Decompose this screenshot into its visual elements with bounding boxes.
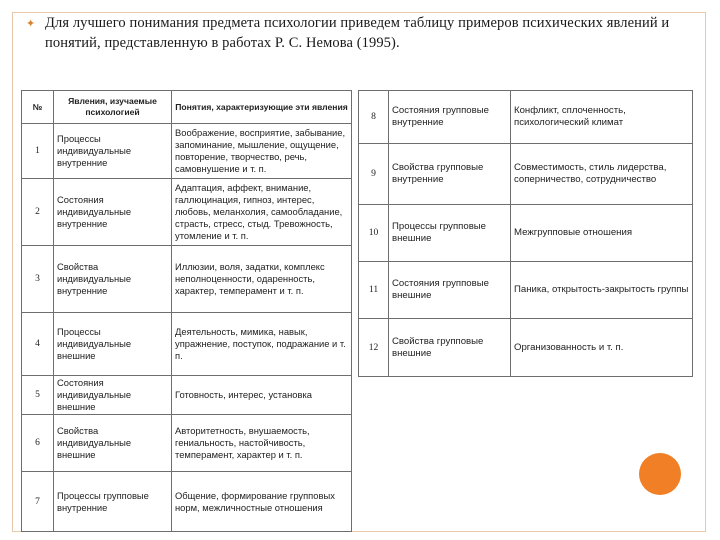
table-row <box>22 124 352 179</box>
header-concepts: Понятия, характеризующие эти явления <box>172 91 352 124</box>
row-concepts: Деятельность, мимика, навык, упражнение, поступок, подражание и т. п. <box>172 313 352 376</box>
row-concepts: Иллюзии, воля, задатки, комплекс неполноценности, одаренность, характер, темперамент и т. п. <box>172 246 352 313</box>
table-row <box>359 319 693 377</box>
row-number: 12 <box>359 319 389 377</box>
row-number: 6 <box>22 415 54 472</box>
table-row <box>22 246 352 313</box>
row-number: 2 <box>22 179 54 246</box>
row-phenomenon: Свойства индивидуальные внешние <box>54 415 172 472</box>
right-table <box>358 90 693 377</box>
header-phenomenon: Явления, изучаемые психологией <box>54 91 172 124</box>
intro-paragraph: Для лучшего понимания предмета психологии приведем таблицу примеров психических явлений и понятий, представленную в работах Р. С. Немова (1995). <box>45 15 670 51</box>
row-number: 1 <box>22 124 54 179</box>
row-phenomenon: Процессы индивидуальные внешние <box>54 313 172 376</box>
decorative-circle <box>639 453 681 495</box>
row-phenomenon: Состояния групповые внутренние <box>389 91 511 144</box>
header-number: № <box>22 91 54 124</box>
row-concepts: Авторитетность, внушаемость, гениальность, настойчивость, темперамент, характер и т. п. <box>172 415 352 472</box>
row-number: 8 <box>359 91 389 144</box>
row-number: 9 <box>359 144 389 205</box>
row-number: 7 <box>22 472 54 532</box>
row-concepts: Совместимость, стиль лидерства, соперничество, сотрудничество <box>511 144 693 205</box>
row-phenomenon: Свойства индивидуальные внутренние <box>54 246 172 313</box>
row-phenomenon: Состояния групповые внешние <box>389 262 511 319</box>
row-phenomenon: Состояния индивидуальные внутренние <box>54 179 172 246</box>
row-concepts: Конфликт, сплоченность, психологический климат <box>511 91 693 144</box>
row-concepts: Воображение, восприятие, забывание, запоминание, мышление, ощущение, повторение, творчество, речь, самовнушение и т. п. <box>172 124 352 179</box>
row-number: 5 <box>22 376 54 415</box>
row-phenomenon: Состояния индивидуальные внешние <box>54 376 172 415</box>
table-row <box>22 376 352 415</box>
row-number: 10 <box>359 205 389 262</box>
row-number: 3 <box>22 246 54 313</box>
row-concepts: Паника, открытость-закрытость группы <box>511 262 693 319</box>
row-phenomenon: Свойства групповые внутренние <box>389 144 511 205</box>
table-row <box>22 415 352 472</box>
table-row <box>22 313 352 376</box>
row-concepts: Общение, формирование групповых норм, межличностные отношения <box>172 472 352 532</box>
row-number: 4 <box>22 313 54 376</box>
row-concepts: Готовность, интерес, установка <box>172 376 352 415</box>
row-concepts: Адаптация, аффект, внимание, галлюцинация, гипноз, интерес, любовь, меланхолия, самообладание, страсть, стресс, стыд. Тревожность, утомление и т. п. <box>172 179 352 246</box>
table-row <box>22 472 352 532</box>
left-table <box>21 90 352 532</box>
table-row <box>359 91 693 144</box>
bullet-icon: ✦ <box>26 17 36 30</box>
row-concepts: Организованность и т. п. <box>511 319 693 377</box>
header-row <box>22 91 352 124</box>
row-phenomenon: Процессы групповые внешние <box>389 205 511 262</box>
table-row <box>359 144 693 205</box>
row-number: 11 <box>359 262 389 319</box>
row-phenomenon: Процессы групповые внутренние <box>54 472 172 532</box>
table-row <box>359 205 693 262</box>
table-row <box>22 179 352 246</box>
row-phenomenon: Процессы индивидуальные внутренние <box>54 124 172 179</box>
table-row <box>359 262 693 319</box>
row-concepts: Межгрупповые отношения <box>511 205 693 262</box>
row-phenomenon: Свойства групповые внешние <box>389 319 511 377</box>
